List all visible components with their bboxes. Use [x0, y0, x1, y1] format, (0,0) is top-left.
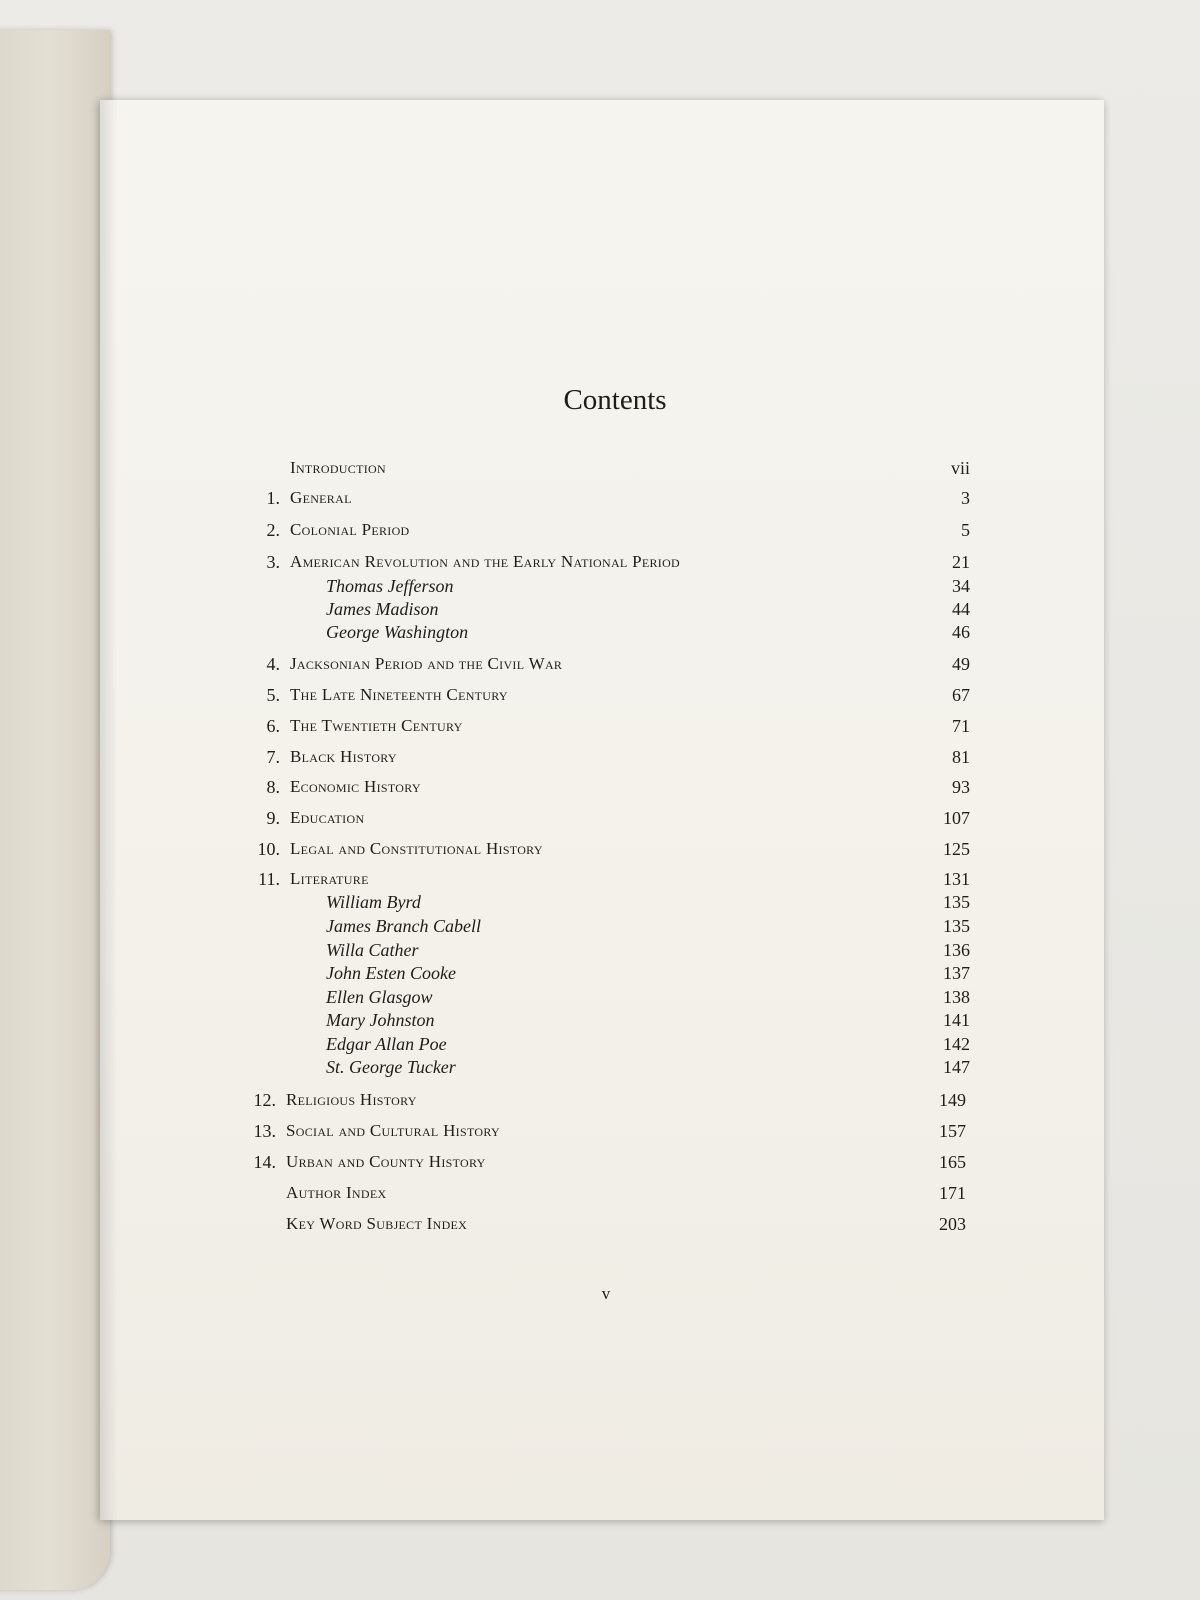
toc-subentry — [230, 1034, 970, 1058]
toc-entry-number: 4. — [266, 654, 280, 674]
toc-entry — [230, 520, 970, 544]
toc-subentry — [230, 892, 970, 916]
toc-entry-number: 9. — [266, 808, 280, 828]
toc-entry — [230, 839, 970, 863]
toc-entry-label: American Revolution and the Early National Period — [290, 552, 681, 571]
toc-entry-page: vii — [950, 458, 970, 478]
toc-entry-page: 136 — [943, 940, 970, 960]
toc-entry-label: The Late Nineteenth Century — [290, 685, 508, 704]
toc-entry-page: 135 — [943, 892, 970, 912]
toc-entry — [230, 458, 970, 482]
toc-entry-page: 141 — [943, 1010, 970, 1030]
toc-entry-label: William Byrd — [326, 892, 421, 912]
toc-entry-label: George Washington — [326, 622, 469, 642]
toc-entry — [230, 869, 970, 893]
toc-entry — [230, 488, 970, 512]
toc-entry-page: 81 — [952, 747, 970, 767]
toc-subentry — [230, 576, 970, 600]
toc-subentry — [230, 916, 970, 940]
toc-entry — [230, 808, 970, 832]
toc-entry — [230, 777, 970, 801]
toc-entry-page: 3 — [961, 488, 970, 508]
toc-entry — [230, 716, 970, 740]
toc-entry-number: 8. — [266, 777, 280, 797]
toc-entry-label: Legal and Constitutional History — [290, 839, 543, 858]
toc-entry-label: Religious History — [286, 1090, 417, 1109]
toc-entry-label: St. George Tucker — [326, 1057, 456, 1077]
toc-subentry — [230, 987, 970, 1011]
toc-entry-page: 137 — [943, 963, 970, 983]
toc-entry — [226, 1152, 966, 1176]
toc-entry-page: 138 — [943, 987, 970, 1007]
toc-entry-label: The Twentieth Century — [290, 716, 463, 735]
toc-entry-page: 142 — [943, 1034, 970, 1054]
toc-subentry — [230, 1057, 970, 1081]
toc-entry-page: 147 — [943, 1057, 970, 1077]
toc-entry-label: Education — [290, 808, 365, 827]
toc-entry — [230, 552, 970, 576]
toc-entry-label: John Esten Cooke — [326, 963, 456, 983]
toc-entry — [230, 747, 970, 771]
page-title: Contents — [563, 384, 667, 416]
toc-entry-number: 5. — [266, 685, 280, 705]
toc-entry-label: Introduction — [290, 458, 386, 477]
toc-subentry — [230, 963, 970, 987]
toc-entry-label: Colonial Period — [290, 520, 410, 539]
toc-entry-page: 131 — [943, 869, 970, 889]
toc-entry-label: Willa Cather — [326, 940, 419, 960]
toc-entry-page: 107 — [943, 808, 970, 828]
toc-entry-label: Key Word Subject Index — [286, 1214, 468, 1233]
toc-entry — [230, 654, 970, 678]
toc-entry-page: 21 — [952, 552, 970, 572]
toc-entry-label: James Branch Cabell — [326, 916, 481, 936]
toc-entry-page: 125 — [943, 839, 970, 859]
toc-entry-label: Black History — [290, 747, 397, 766]
toc-entry-page: 67 — [952, 685, 970, 705]
toc-entry-number: 1. — [266, 488, 280, 508]
toc-entry-number: 12. — [253, 1090, 276, 1110]
toc-entry — [230, 685, 970, 709]
toc-entry-page: 34 — [952, 576, 970, 596]
toc-entry-page: 49 — [952, 654, 970, 674]
toc-entry-page: 5 — [961, 520, 970, 540]
toc-entry-page: 171 — [939, 1183, 966, 1203]
toc-entry-number: 6. — [266, 716, 280, 736]
toc-entry-number: 7. — [266, 747, 280, 767]
toc-entry-page: 44 — [952, 599, 970, 619]
page-number: v — [601, 1284, 611, 1303]
toc-entry-label: James Madison — [326, 599, 439, 619]
toc-entry-page: 93 — [952, 777, 970, 797]
toc-entry-page: 149 — [939, 1090, 966, 1110]
toc-entry-number: 2. — [266, 520, 280, 540]
toc-entry-page: 165 — [939, 1152, 966, 1172]
toc-subentry — [230, 940, 970, 964]
toc-entry-label: General — [290, 488, 352, 507]
toc-entry — [226, 1121, 966, 1145]
toc-entry-label: Economic History — [290, 777, 421, 796]
toc-entry-label: Mary Johnston — [326, 1010, 435, 1030]
toc-entry-number: 11. — [258, 869, 280, 889]
toc-entry-number: 10. — [257, 839, 280, 859]
toc-entry-label: Literature — [290, 869, 369, 888]
toc-entry-number: 13. — [253, 1121, 276, 1141]
toc-subentry — [230, 1010, 970, 1034]
toc-entry-number: 14. — [253, 1152, 276, 1172]
toc-entry-label: Jacksonian Period and the Civil War — [290, 654, 563, 673]
toc-entry-label: Urban and County History — [286, 1152, 486, 1171]
toc-entry-label: Social and Cultural History — [286, 1121, 500, 1140]
toc-entry-label: Edgar Allan Poe — [326, 1034, 447, 1054]
toc-entry-number: 3. — [266, 552, 280, 572]
toc-entry — [226, 1090, 966, 1114]
toc-subentry — [230, 622, 970, 646]
toc-entry-page: 71 — [952, 716, 970, 736]
toc-entry-label: Thomas Jefferson — [326, 576, 454, 596]
toc-entry — [226, 1183, 966, 1207]
toc-entry-page: 135 — [943, 916, 970, 936]
toc-entry-page: 46 — [952, 622, 970, 642]
toc-entry-label: Ellen Glasgow — [326, 987, 433, 1007]
toc-subentry — [230, 599, 970, 623]
toc-entry-page: 203 — [939, 1214, 966, 1234]
toc-entry-label: Author Index — [286, 1183, 387, 1202]
toc-entry-page: 157 — [939, 1121, 966, 1141]
toc-entry — [226, 1214, 966, 1238]
